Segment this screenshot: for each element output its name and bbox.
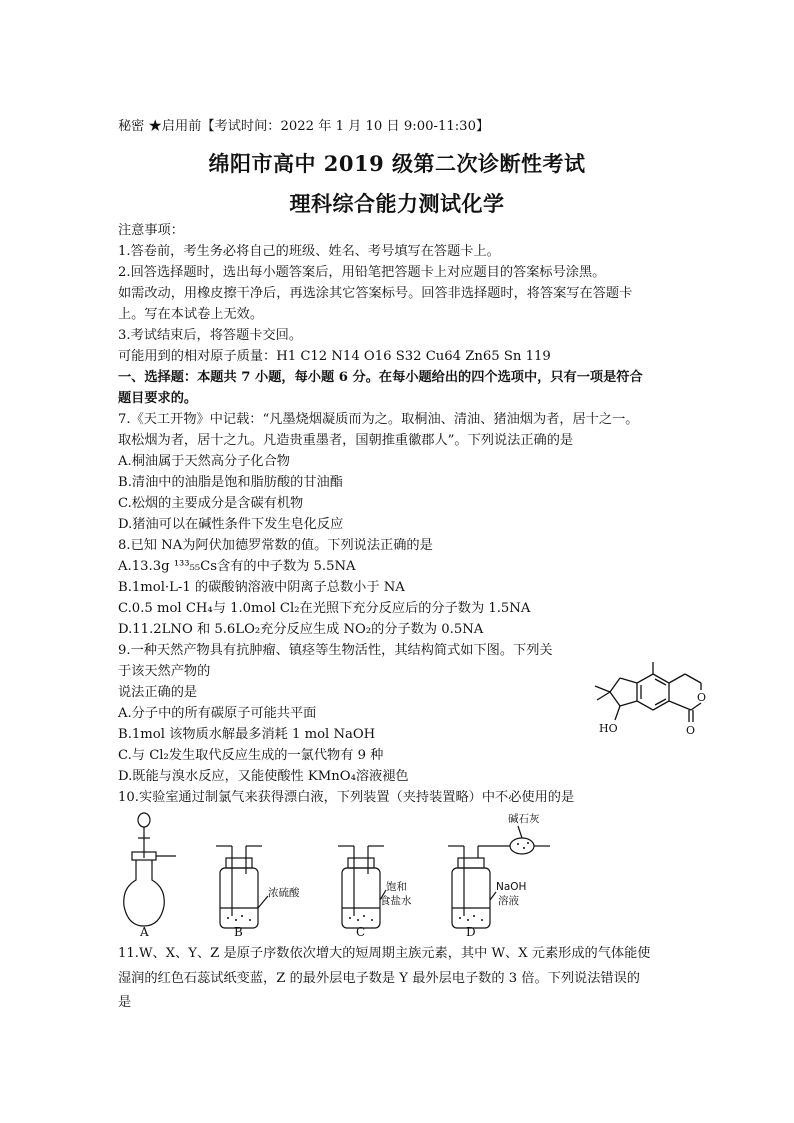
- question-8-option-c: C.0.5 mol CH₄与 1.0mol Cl₂在光照下充分反应后的分子数为 1.5NA: [118, 601, 531, 616]
- question-9-option-a: A.分子中的所有碳原子可能共平面: [118, 706, 317, 721]
- apparatus-label-a: A: [140, 925, 149, 938]
- question-11-stem: 11.W、X、Y、Z 是原子序数依次增大的短周期主族元素，其中 W、X 元素形成的气体能使: [118, 946, 651, 961]
- question-7-stem: 7.《天工开物》中记载：“凡墨烧烟凝质而为之。取桐油、清油、猪油烟为者，居十之一。: [118, 412, 639, 427]
- section-heading: 一、选择题：本题共 7 小题，每小题 6 分。在每小题给出的四个选项中，只有一项是符合: [118, 370, 643, 385]
- exam-title: 绵阳市高中 2019 级第二次诊断性考试: [208, 151, 586, 176]
- question-7-option-d: D.猪油可以在碱性条件下发生皂化反应: [118, 517, 344, 532]
- question-7-option-b: B.清油中的油脂是饱和脂肪酸的甘油酯: [118, 475, 343, 490]
- notice-line: 上。写在本试卷上无效。: [118, 307, 264, 322]
- c-reagent-label: 饱和: [386, 881, 407, 893]
- b-reagent-label: 浓硫酸: [268, 887, 300, 899]
- question-8-option-a: A.13.3g ¹³³₅₅Cs含有的中子数为 5.5NA: [118, 559, 356, 574]
- apparatus-label-b: B: [234, 925, 243, 938]
- atomic-mass-line: 可能用到的相对原子质量：H1 C12 N14 O16 S32 Cu64 Zn65 Sn 119: [118, 349, 551, 364]
- question-11-stem: 是: [118, 995, 132, 1010]
- exam-subtitle: 理科综合能力测试化学: [289, 191, 505, 216]
- question-9-option-d: D.既能与溴水反应，又能使酸性 KMnO₄溶液褪色: [118, 769, 409, 784]
- question-7-option-a: A.桐油属于天然高分子化合物: [118, 454, 290, 469]
- section-heading: 题目要求的。: [118, 391, 198, 406]
- hydroxyl-label: HO: [599, 722, 618, 735]
- question-9-option-b: B.1mol 该物质水解最多消耗 1 mol NaOH: [118, 727, 376, 742]
- apparatus-label-c: C: [356, 925, 366, 938]
- question-8-option-d: D.11.2LNO 和 5.6LO₂充分反应生成 NO₂的分子数为 0.5NA: [118, 622, 484, 637]
- d-reagent-label: NaOH: [496, 881, 527, 893]
- d-drying-agent-label: 碱石灰: [508, 813, 540, 825]
- question-9-stem: 9.一种天然产物具有抗肿瘤、镇痉等生物活性，其结构简式如下图。下列关: [118, 643, 553, 658]
- d-reagent-label: 溶液: [498, 895, 519, 907]
- ring-oxygen-label: O: [697, 691, 707, 704]
- question-10-stem: 10.实验室通过制氯气来获得漂白液，下列装置（夹持装置略）中不必使用的是: [118, 790, 575, 805]
- notice-line: 2.回答选择题时，选出每小题答案后，用铅笔把答题卡上对应题目的答案标号涂黑。: [118, 265, 606, 280]
- question-7-stem: 取松烟为者，居十之九。凡造贵重墨者，国朝推重徽郡人”。下列说法正确的是: [118, 433, 574, 448]
- confidential-header: 秘密 ★启用前【考试时间：2022 年 1 月 10 日 9:00-11:30】: [118, 119, 490, 134]
- molecule-structure-diagram: [585, 648, 725, 740]
- question-9-stem: 说法正确的是: [118, 685, 198, 700]
- c-reagent-label: 食盐水: [380, 895, 412, 907]
- question-9-stem: 于该天然产物的: [118, 664, 211, 679]
- carbonyl-oxygen-label: O: [686, 724, 696, 737]
- question-11-stem: 湿润的红色石蕊试纸变蓝，Z 的最外层电子数是 Y 最外层电子数的 3 倍。下列说法错误的: [118, 971, 640, 986]
- notice-line: 3.考试结束后，将答题卡交回。: [118, 328, 303, 343]
- question-7-option-c: C.松烟的主要成分是含碳有机物: [118, 496, 304, 511]
- question-9-option-c: C.与 Cl₂发生取代反应生成的一氯代物有 9 种: [118, 748, 384, 763]
- question-8-option-b: B.1mol·L-1 的碳酸钠溶液中阴离子总数小于 NA: [118, 580, 405, 595]
- notice-line: 1.答卷前，考生务必将自己的班级、姓名、考号填写在答题卡上。: [118, 244, 500, 259]
- apparatus-diagram: [118, 808, 558, 938]
- notice-line: 如需改动，用橡皮擦干净后，再选涂其它答案标号。回答非选择题时，将答案写在答题卡: [118, 286, 633, 301]
- apparatus-label-d: D: [466, 925, 476, 938]
- notice-heading: 注意事项：: [118, 223, 184, 238]
- question-8-stem: 8.已知 NA为阿伏加德罗常数的值。下列说法正确的是: [118, 538, 433, 553]
